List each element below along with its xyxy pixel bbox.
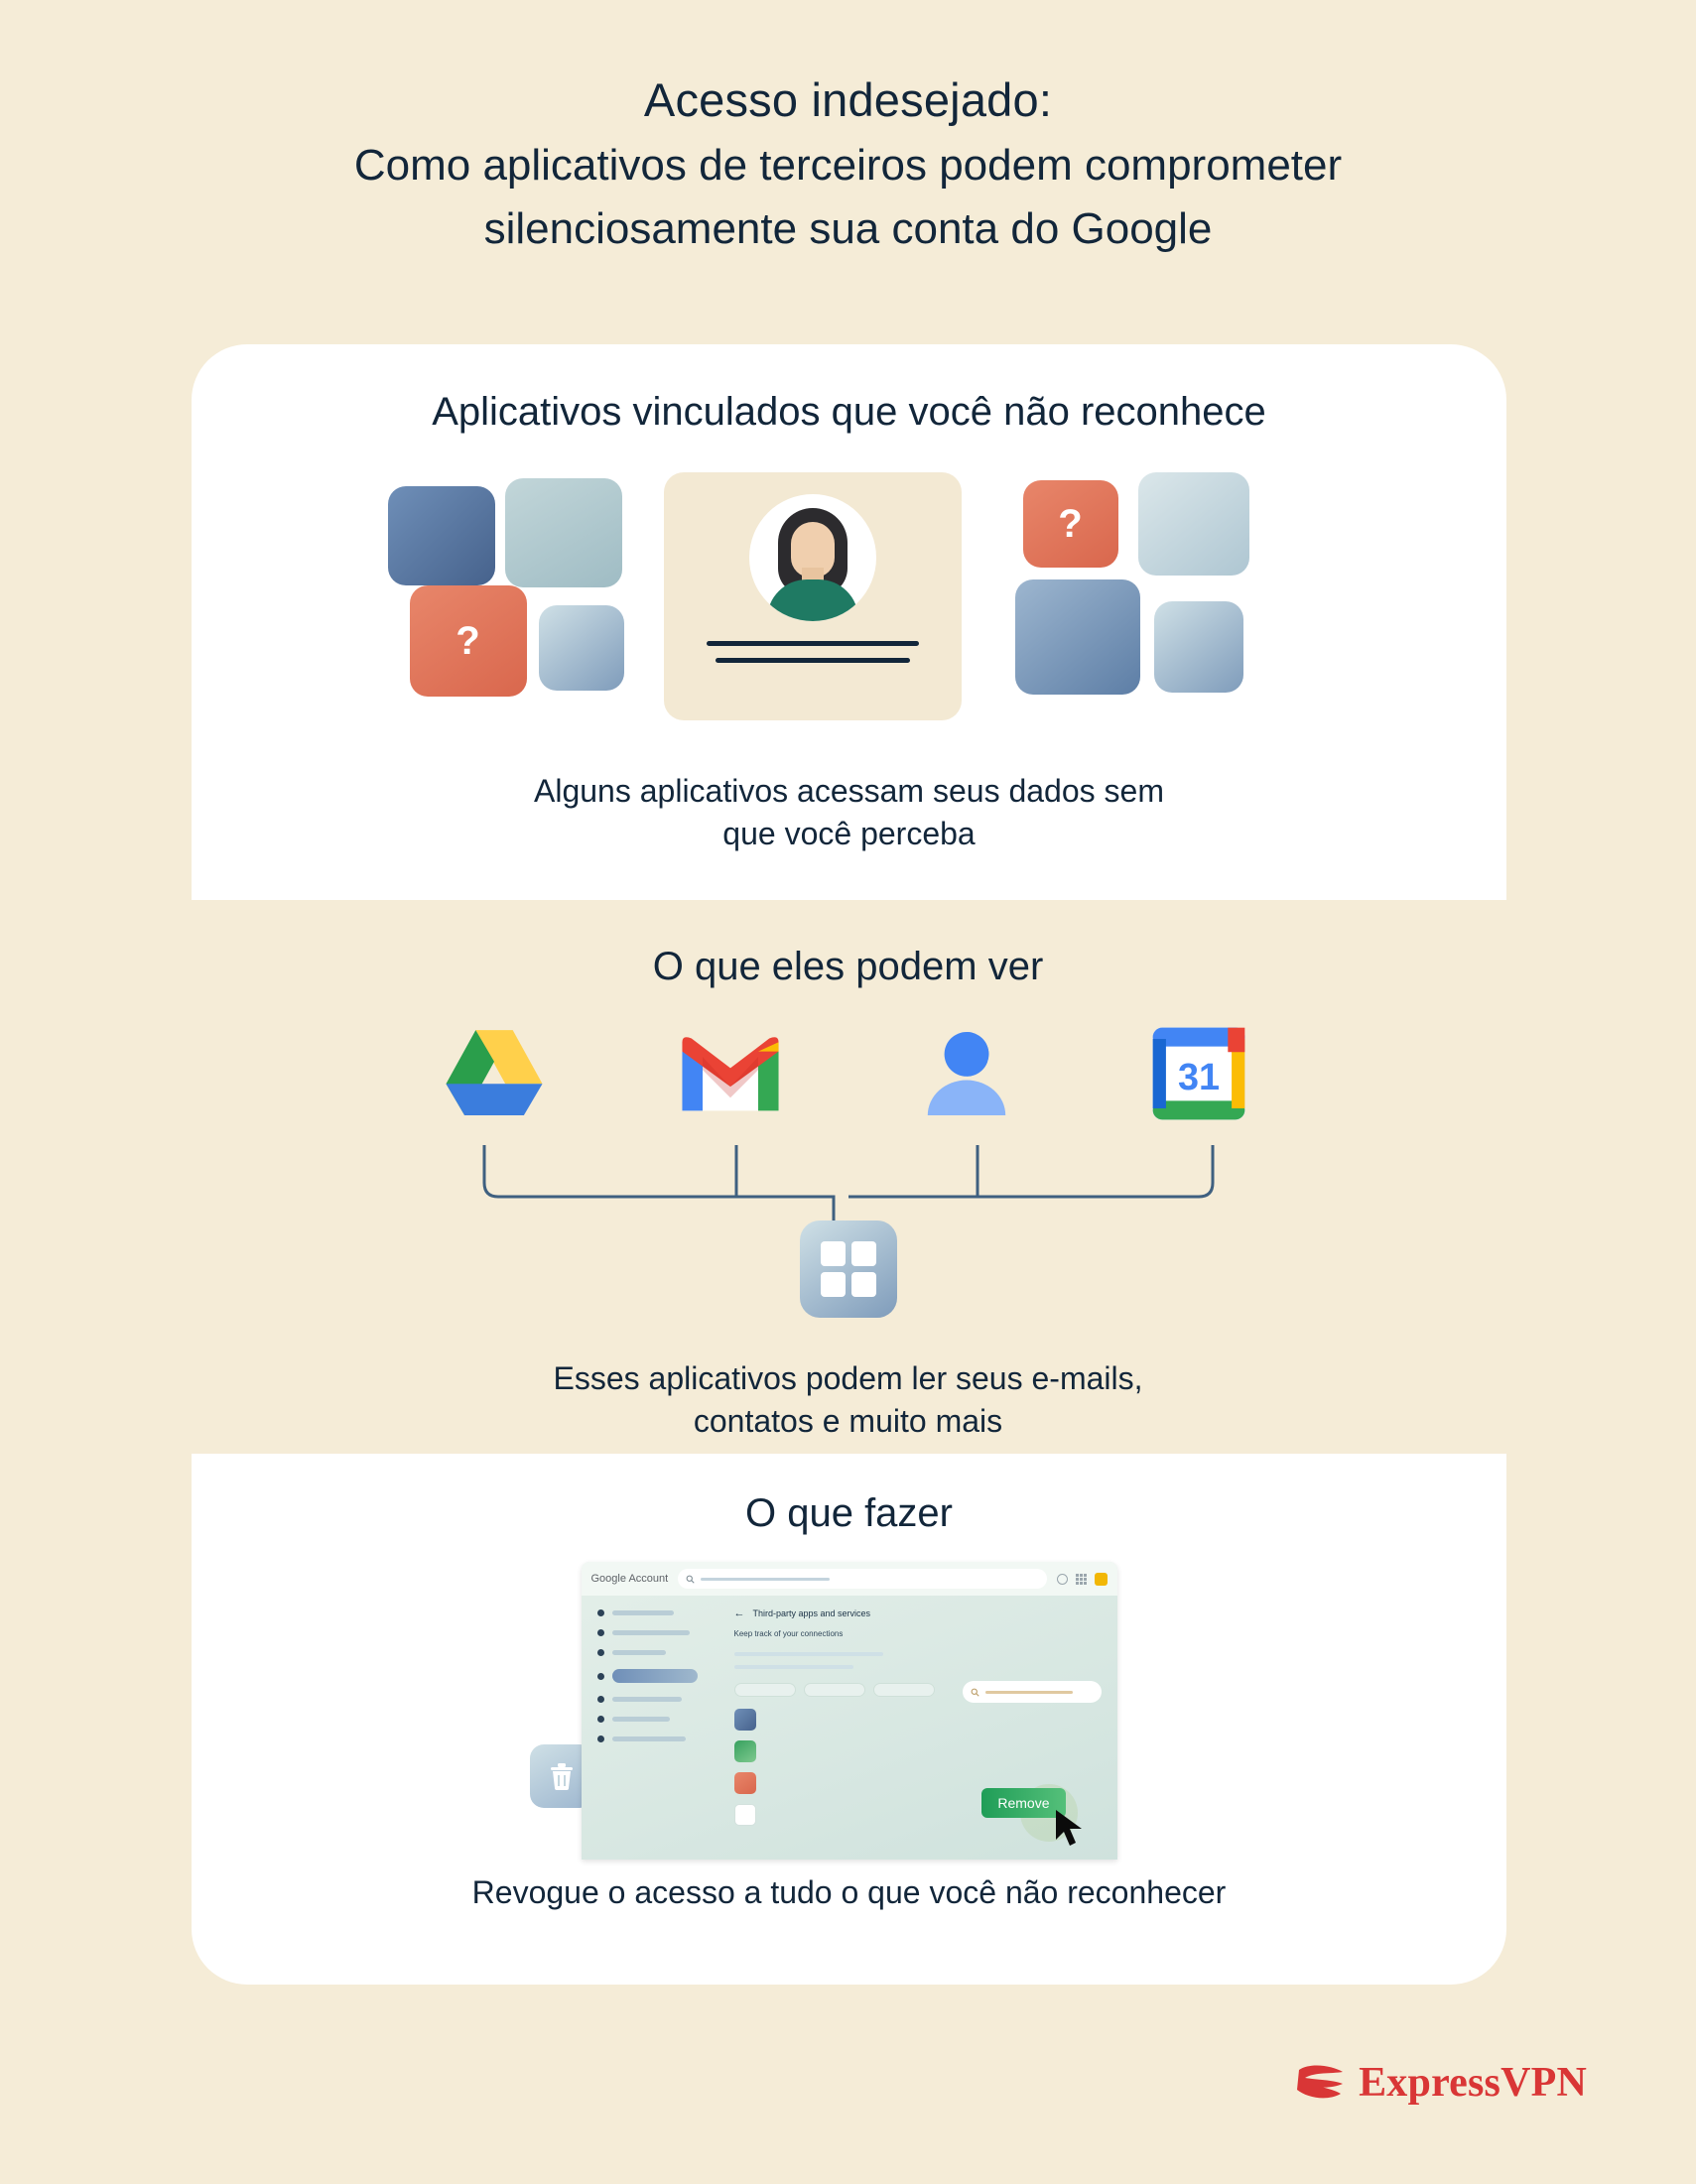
account-avatar-icon[interactable]	[1095, 1573, 1108, 1586]
unknown-app-tile	[410, 585, 527, 697]
mock-search-input[interactable]	[678, 1569, 1046, 1589]
mock-content-lines	[734, 1652, 1104, 1669]
search-icon	[686, 1575, 695, 1584]
sidebar-item-selected[interactable]	[597, 1669, 720, 1683]
mock-toolbar	[582, 1562, 1117, 1596]
filter-chip[interactable]	[734, 1683, 796, 1697]
gmail-icon	[675, 1022, 786, 1125]
app-tile	[1138, 472, 1249, 576]
browser-mockup-wrapper	[582, 1562, 1117, 1860]
filter-chip[interactable]	[873, 1683, 935, 1697]
sidebar-item[interactable]	[597, 1649, 720, 1656]
back-arrow-icon[interactable]: ←	[733, 1607, 745, 1619]
help-icon[interactable]	[1057, 1574, 1068, 1585]
expressvpn-mark-icon	[1293, 2060, 1349, 2106]
google-contacts-icon	[911, 1022, 1022, 1125]
page-title	[0, 0, 1696, 257]
expressvpn-wordmark: ExpressVPN	[1359, 2060, 1587, 2106]
app-tiles-cluster	[388, 486, 1311, 734]
what-to-do-card	[192, 1454, 1506, 1985]
search-icon	[971, 1688, 979, 1697]
sidebar-item[interactable]	[597, 1735, 720, 1742]
app-tile	[388, 486, 495, 585]
app-tile	[505, 478, 622, 587]
sidebar-item[interactable]	[597, 1716, 720, 1723]
svg-text:31: 31	[1177, 1057, 1220, 1099]
user-avatar-card	[664, 472, 962, 720]
access-caption: Esses aplicativos podem ler seus e-mails, contatos e muito mais	[553, 1360, 1143, 1440]
title-line-1: Acesso indesejado:	[643, 73, 1053, 126]
question-mark-icon: ?	[1058, 501, 1083, 546]
app-tile	[539, 605, 624, 691]
google-drive-icon	[439, 1022, 550, 1125]
service-logos	[0, 1022, 1696, 1125]
sidebar-item[interactable]	[597, 1696, 720, 1703]
app-tile	[1154, 601, 1243, 693]
mock-subtitle: Keep track of your connections	[733, 1629, 844, 1638]
sidebar-item[interactable]	[597, 1629, 720, 1636]
what-to-do-heading: O que fazer	[744, 1491, 953, 1535]
expressvpn-logo	[1293, 2059, 1587, 2107]
mock-inline-search[interactable]	[963, 1681, 1102, 1703]
avatar-text-lines	[707, 641, 919, 675]
connected-app-row[interactable]	[734, 1740, 1104, 1762]
mock-sidebar	[582, 1596, 730, 1860]
linked-apps-card	[192, 344, 1506, 900]
app-tile	[1015, 579, 1140, 695]
apps-grid-icon[interactable]	[1076, 1574, 1087, 1585]
avatar	[749, 494, 876, 621]
remove-button[interactable]: Remove	[981, 1788, 1065, 1818]
question-mark-icon: ?	[456, 618, 480, 663]
google-account-mockup	[582, 1562, 1117, 1860]
access-heading: O que eles podem ver	[652, 945, 1044, 988]
connected-app-grid-icon	[800, 1220, 897, 1318]
filter-chip[interactable]	[804, 1683, 865, 1697]
linked-apps-heading: Aplicativos vinculados que você não reconhece	[432, 390, 1266, 434]
unknown-app-tile	[1023, 480, 1118, 568]
title-line-2: Como aplicativos de terceiros podem comprometer	[353, 140, 1343, 190]
mock-brand: Google Account	[590, 1573, 669, 1585]
what-to-do-caption: Revogue o acesso a tudo o que você não reconhecer	[471, 1874, 1227, 1910]
cursor-icon	[1054, 1808, 1088, 1850]
connected-app-row[interactable]	[734, 1709, 1104, 1731]
sidebar-item[interactable]	[597, 1609, 720, 1616]
linked-apps-caption: Alguns aplicativos acessam seus dados sem que você perceba	[534, 773, 1164, 852]
breadcrumb[interactable]: ← Third-party apps and services	[733, 1607, 871, 1619]
google-calendar-icon	[1147, 1022, 1258, 1125]
title-line-3: silenciosamente sua conta do Google	[483, 204, 1213, 254]
